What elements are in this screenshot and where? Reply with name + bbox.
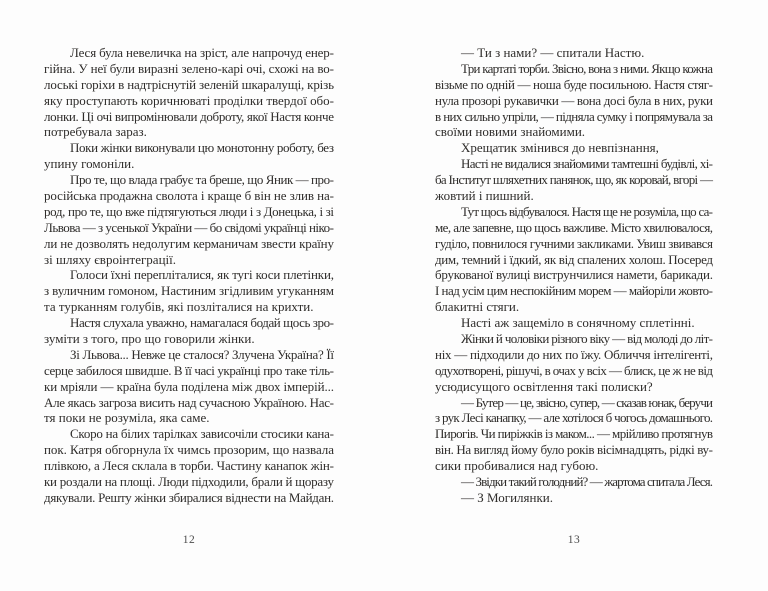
text-line: в них сильно упріли, — підняла сумку і попрямувала за [435,108,713,124]
paragraph [44,172,334,267]
text-line: Насті не видалися знайомими тамтешні будівлі, хі- [461,156,713,172]
page-number-left: 12 [182,534,196,546]
text-line: ки мріяли — країна була поділена між двох імперій... [44,378,334,394]
text-line: жовтий і пишний. [435,188,534,204]
text-line: плівкою, а Леся склала в торби. Частину канапок жін- [44,458,334,474]
text-line: ба Інститут шляхетних панянок, що, як коровай, вгорі — [435,172,713,188]
text-line: Хрещатик змінився до невпізнання, [461,140,659,156]
paragraph [44,140,334,172]
text-line: Скоро на білих тарілках зависочіли стосики кана- [70,426,334,442]
text-line: Три картаті торби. Звісно, вона з ними. Якщо кожна [461,60,713,76]
text-line: серце забилося швидше. В її часі українці про таке тіль- [44,362,334,378]
paragraph [44,347,334,426]
text-line: Жінки й чоловіки різного віку — від молоді до літ- [461,331,713,347]
text-line: Тут щось відбувалося. Настя ще не розуміла, що са- [461,203,713,219]
text-line: ніх — підходили до них по їжу. Обличчя інтелігенті, [435,346,713,362]
text-line: лонки. Ці очі випромінювали доброту, якої Настя конче [44,108,334,124]
text-line: упину гомоніли. [44,156,135,172]
text-line: Настя слухала уважно, намагалася бодай щось зро- [70,315,334,331]
text-line: потребувала зараз. [44,124,147,140]
text-line: нула прозорі рукавички — вона досі була в них, руки [435,92,713,108]
text-line: тя поки не розуміла, яка саме. [44,410,210,426]
paragraph [435,140,713,156]
text-line: Але якась загроза висить над сучасною Україною. Нас- [44,394,334,410]
page-right [435,45,713,565]
text-line: він. На вигляд йому було років вісімнадцять, рідкі ву- [435,442,713,458]
text-line: дим, темний і їдкий, як від спалених холош. Посеред [435,251,713,267]
text-line: сики пробивалися над губою. [435,458,599,474]
page-right-text [435,45,713,506]
text-line: — З Могилянки. [461,489,553,505]
paragraph [435,395,713,474]
paragraph [435,45,713,61]
text-line: І над усім цим неспокійним морем — майоріли жовто- [435,283,713,299]
text-line: Насті аж защеміло в сонячному сплетінні. [461,315,695,331]
paragraph [435,490,713,506]
text-line: — Ти з нами? — спитали Настю. [461,45,645,60]
text-line: гійна. У неї були виразні зелено-карі очі, схожі на во- [44,60,334,76]
page-left-text [44,45,334,506]
text-line: пок. Катря обгорнула їх чимсь прозорим, що назвала [44,442,334,458]
text-line: гуділо, повнилося гучними закликами. Увиш звивався [435,235,713,251]
paragraph [435,315,713,331]
text-line: род, про те, що вже підтягуються люди і з Донецька, і зі [44,203,334,219]
text-line: з рук Лесі канапку, — але хотілося б чогось домашнього. [435,410,713,426]
paragraph [435,331,713,395]
paragraph [44,45,334,140]
text-line: зі шляху євроінтеграції. [44,251,176,267]
text-line: Про те, що влада грабує та бреше, що Яник — про- [70,172,334,188]
text-line: ме, але запевне, що щось важливе. Місто хвилювалося, [435,219,713,235]
text-line: — Звідки такий голодний? — жартома спитала Леся. [461,474,713,490]
paragraph [435,61,713,140]
text-line: яку проступають коричнюваті проділки твердої обо- [44,92,334,108]
paragraph [435,156,713,204]
text-line: своїми новими знайомими. [435,124,586,140]
paragraph [435,204,713,315]
text-line: ки роздали на площі. Люди підходили, брали й щоразу [44,474,334,490]
text-line: ли не дозволять недолугим керманичам звести країну [44,235,334,251]
text-line: та турканням голубів, які позліталися на крихти. [44,299,314,315]
text-line: з вуличним гомоном, Настиним згідливим угуканням [44,283,334,299]
page-number-right: 13 [567,534,581,546]
text-line: Леся була невеличка на зріст, але напрочуд енер- [70,45,334,60]
text-line: Львова — з усенької України — бо свідомі українці ніко- [44,219,334,235]
text-line: усюдисущого освітлення такі полиски? [435,378,653,394]
paragraph [44,426,334,505]
text-line: Пирогів. Чи пиріжків із маком... — мрійливо протягнув [435,426,713,442]
text-line: російська продажна сволота і краще б він не злив на- [44,188,334,204]
text-line: Зі Львова... Невже це сталося? Злучена Україна? Її [70,346,334,362]
text-line: зуміти з того, про що говорили жінки. [44,331,255,347]
paragraph [435,474,713,490]
text-line: брукованої вулиці виструнчилися намети, барикади. [435,267,713,283]
text-line: дякували. Решту жінки збиралися віднести на Майдан. [44,489,334,505]
text-line: блакитні стяги. [435,299,520,315]
text-line: Поки жінки виконували цю монотонну роботу, без [70,140,334,156]
text-line: візьме по одній — ноша буде посильною. Настя стяг- [435,76,713,92]
paragraph [44,315,334,347]
text-line: Голоси їхні перепліталися, як тугі коси плетінки, [70,267,334,283]
text-line: — Бутер — це, звісно, супер, — сказав юнак, беручи [461,394,713,410]
text-line: лоські горіхи в надтріснутій зеленій шкаралущі, крізь [44,76,334,92]
page-left [44,45,334,565]
text-line: одухотворені, рішучі, в очах у всіх — блиск, це ж не від [435,362,713,378]
paragraph [44,267,334,315]
